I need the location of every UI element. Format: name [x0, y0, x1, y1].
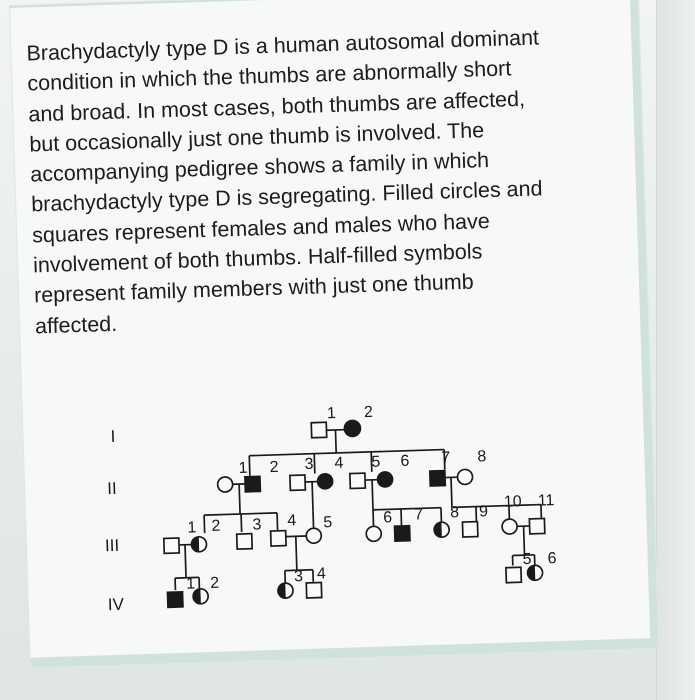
- question-line: but occasionally just one thumb is involved. The: [28, 118, 485, 157]
- question-line: involvement of both thumbs. Half-filled symbols: [32, 239, 483, 278]
- male-unaffected: [529, 518, 544, 533]
- individual-number: 2: [269, 458, 279, 477]
- generation-II: [217, 448, 488, 514]
- female-affected: [377, 472, 392, 487]
- question-card: [10, 0, 658, 668]
- female-unaffected: [217, 477, 232, 492]
- individual-number: 3: [304, 455, 314, 473]
- individual-number: 6: [400, 452, 410, 470]
- male-unaffected: [164, 538, 179, 553]
- male-unaffected: [306, 583, 321, 598]
- male-unaffected: [237, 534, 252, 549]
- male-unaffected: [271, 531, 286, 546]
- individual-number: 2: [209, 574, 220, 592]
- question-line: squares represent females and males who have: [31, 208, 491, 248]
- male-unaffected: [311, 422, 326, 437]
- generation-label: III: [104, 535, 120, 556]
- male-affected: [167, 592, 182, 607]
- individual-number: 11: [537, 492, 555, 510]
- individual-number: 5: [371, 453, 381, 471]
- male-affected: [430, 471, 445, 486]
- individual-number: 1: [326, 404, 337, 423]
- individual-number: 10: [503, 493, 522, 511]
- individual-number: 4: [287, 512, 297, 530]
- individual-number: 4: [334, 454, 344, 473]
- question-line: brachydactyly type D is segregating. Filled circles and: [30, 176, 543, 217]
- individual-number: 6: [383, 509, 393, 527]
- individual-number: 1: [185, 575, 196, 593]
- question-text: [26, 20, 625, 341]
- question-line: accompanying pedigree shows a family in which: [29, 148, 490, 187]
- individual-number: 4: [316, 565, 327, 583]
- generation-IV: [167, 550, 558, 607]
- individual-number: 7: [413, 506, 424, 524]
- individual-number: 3: [293, 568, 304, 586]
- male-unaffected: [462, 522, 477, 537]
- question-line: condition in which the thumbs are abnormally short: [27, 56, 512, 96]
- male-unaffected: [506, 567, 521, 582]
- generation-label: I: [110, 426, 116, 447]
- female-unaffected: [457, 469, 472, 484]
- female-unaffected: [502, 519, 517, 534]
- individual-number: 5: [522, 550, 532, 569]
- male-affected: [245, 476, 260, 491]
- individual-number: 5: [323, 514, 333, 532]
- generation-I: [311, 404, 374, 454]
- question-line: represent family members with just one thumb: [33, 269, 475, 308]
- generation-label: II: [106, 478, 117, 499]
- male-affected: [395, 526, 410, 541]
- individual-number: 2: [211, 517, 221, 535]
- question-line: Brachydactyly type D is a human autosomal dominant: [26, 25, 540, 66]
- generation-label: IV: [107, 594, 125, 615]
- female-affected: [344, 420, 360, 436]
- female-unaffected: [366, 526, 381, 541]
- individual-number: 2: [363, 403, 374, 422]
- female-unaffected: [306, 528, 321, 543]
- individual-number: 8: [477, 448, 487, 466]
- individual-number: 1: [187, 519, 197, 537]
- individual-number: 7: [441, 449, 451, 467]
- male-unaffected: [350, 473, 365, 488]
- question-line: affected.: [34, 311, 118, 339]
- individual-number: 3: [252, 516, 262, 534]
- individual-number: 1: [238, 459, 248, 478]
- question-line: and broad. In most cases, both thumbs are affected,: [28, 86, 526, 127]
- female-affected: [317, 474, 332, 489]
- individual-number: 8: [449, 504, 460, 522]
- individual-number: 9: [478, 503, 489, 521]
- page-edge: [656, 0, 695, 700]
- male-unaffected: [290, 475, 305, 490]
- pedigree-chart: [97, 371, 645, 638]
- individual-number: 6: [547, 550, 557, 568]
